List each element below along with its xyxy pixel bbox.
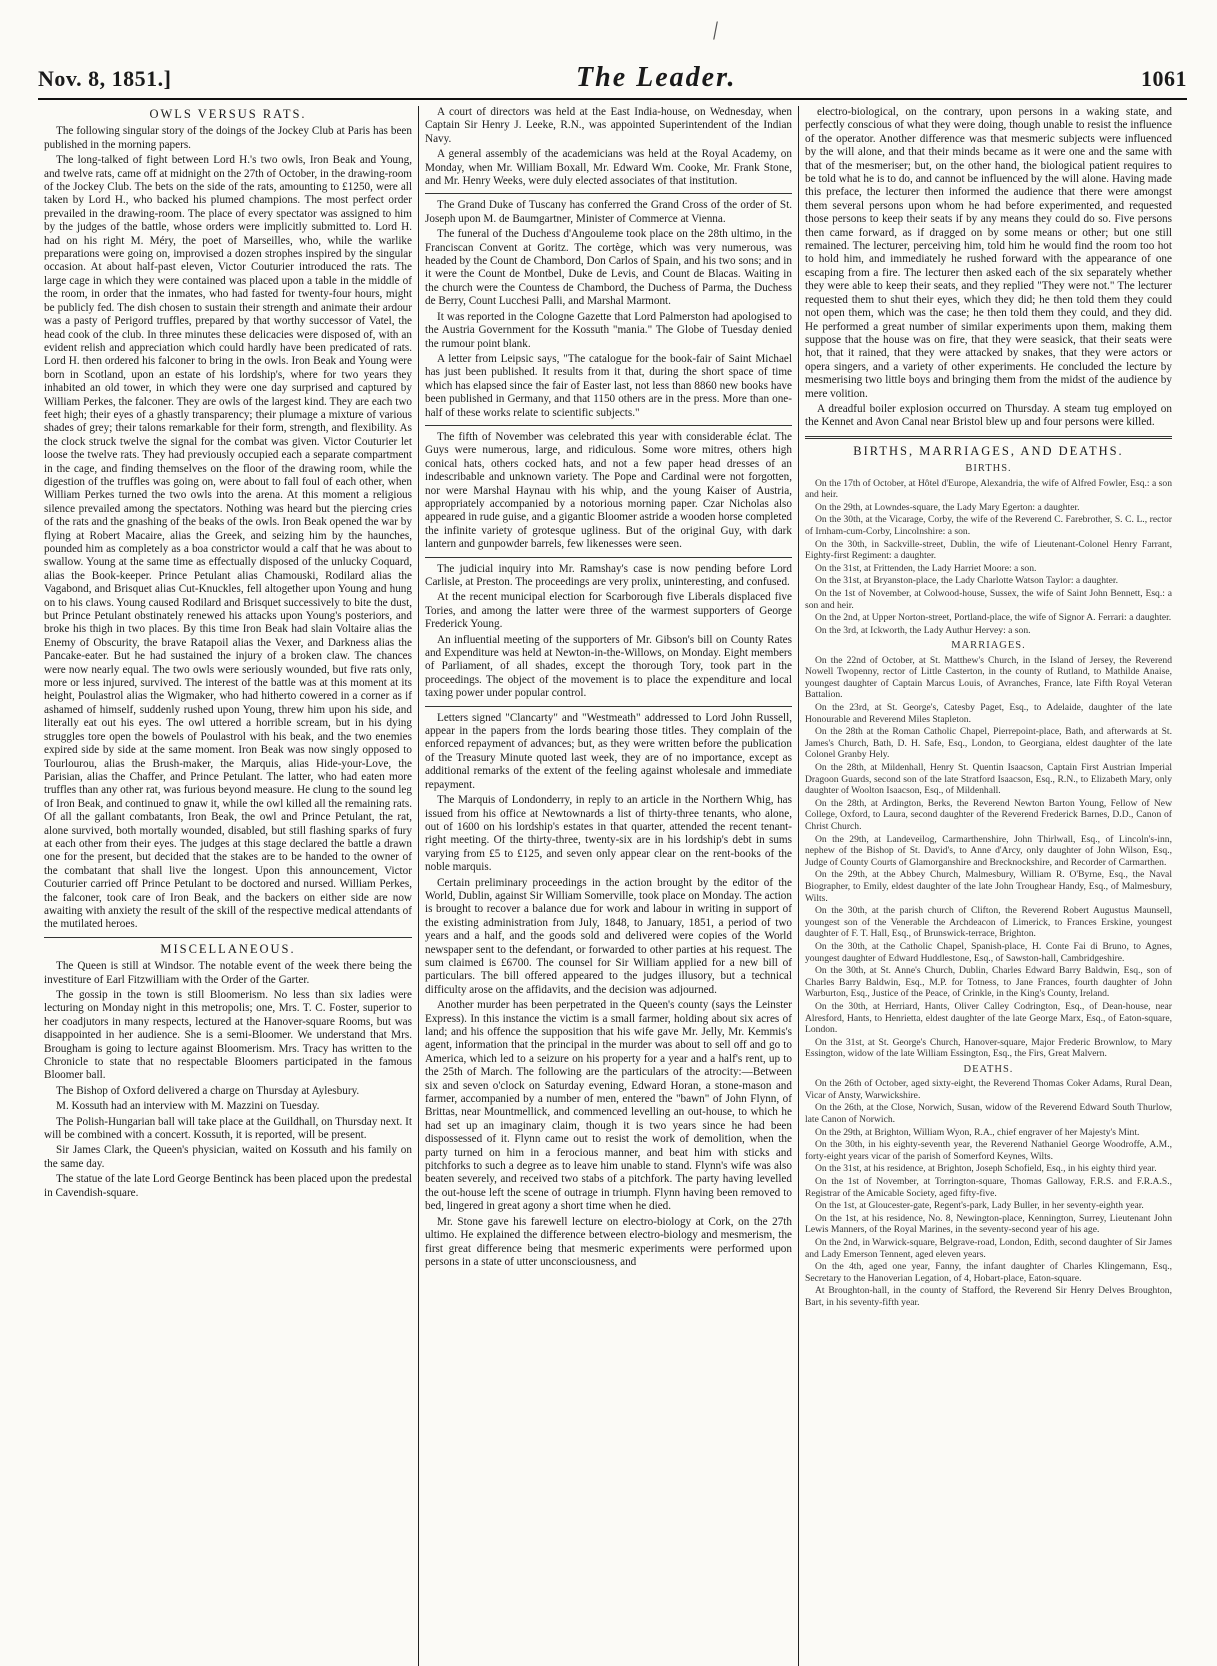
article-paragraph: The long-talked of fight between Lord H.'s two owls, Iron Beak and Young, and twelve rats, came off at midnight on the 27th of October, in the drawing-room of the Jockey Club. The bets on the side of the rats, amounting to £1250, were all taken by Lord H., who backed his plumed champions. The most perfect order prevailed in the drawing-room. The place of every spectator was assigned to him by the judges of the battle, whose orders were implicitly submitted to. Lord H. had on his right M. Méry, the poet of Marseilles, who, while the warlike preparations were going on, improvised a dozen strophes inspired by the singular occasion. At about half-past eleven, Victor Couturier introduced the rats. The large cage in which they were contained was placed upon a table in the middle of the room, in order that the inmates, who had fasted for twenty-four hours, might be publicly fed. The dish chosen to sustain their strength and animate their ardour was a pasty of Perigord truffles, prepared by that worthy successor of Vatel, the head cook of the club. In three minutes these delicacies were disposed of, with an evident relish and appreciation which could hardly have been predicated of rats. Lord H. then ordered his falconer to bring in the owls. Iron Beak and Young were born in Scotland, upon an estate of his lordship's, where for two years they inhabited an old tower, in which they were one day surprised and captured by William Perkes, the falconer. They are owls of the largest kind. They are each two feet high; their eyes of a ghastly transparency; their plumage a mixture of various shades of grey; their talons remarkable for their form, strength, and flexibility. As the clock struck twelve the signal for the combat was given. Victor Couturier let loose the twelve rats. They had previously occupied each a separate compartment in the cage, and finding themselves on the floor of the drawing room, while the digestion of the truffles was going on, were about to fall foul of each other, when William Perkes turned the two owls into the arena. At this moment a religious silence prevailed among the spectators. Nothing was heard but the piercing cries of the rats and the gnashing of the beaks of the owls. Iron Beak opened the war by flying at Robert Macaire, alias the Greek, and seizing him by the haunches, pounded him as completely as a boa constrictor would a calf that he was about to swallow. Young at the same time as effectually disposed of the unlucky Coquard, alias the Book-keeper. Prince Petulant alias Chamouski, Rodilard alias the Vagabond, and Brisquet alias Cut-Knuckles, fell altogether upon Young and hung on to his claws. Young caused Rodilard and Brisquet successively to bite the dust, but Prince Petulant obstinately renewed his attacks upon Young's posteriors, and broke his thigh in two places. By this time Iron Beak had slain Voltaire alias the Enemy of Obscurity, the brave Ratapoil alias the Vexer, and Darkness alias the Pancake-eater. But he had sustained the injury of a broken claw. The chances were now nearly equal. The two owls were seriously wounded, but five rats only, more or less injured, survived. The interest of the battle was at this moment at its height, Poulastrol alias the Wigmaker, who had hitherto cowered in a corner as if ashamed of himself, suddenly rushed upon Young, threw him upon his side, and literally eat out his eyes. The owl uttered a horrible scream, but in his dying struggles tore open the bowels of Poulastrol with his beak, and the two enemies expired side by side at the same moment. Iron Beak was now singly opposed to Tourlourou, alias the Brush-maker, the Marquis, alias Hide-your-Love, the Parisian, alias the Chaffer, and Prince Petulant. The latter, who had eaten more truffles than any other rat, was furious beyond measure. He clung to the sound leg of Iron Beak, and continued to gnaw it, while the owl killed all the remaining rats. Of all the gallant combatants, Iron Beak, the owl and Prince Petulant, the rat, alone survived, both mortally wounded, disabled, but still flashing sparks of fury at each other from their eyes. The judges at this stage declared the battle a drawn one for the present, but decided that the stakes are to be handed to the owner of the combatant that shall live the longest. Upon this announcement, Victor Couturier carried off Prince Petulant to be doctored and nursed. William Perkes, the falconer, took care of Iron Beak, and the backers on either side are now awaiting with anxiety the result of the skill of the respective medical attendants of the mutilated heroes. [44, 154, 412, 931]
article-paragraph: The Grand Duke of Tuscany has conferred the Grand Cross of the order of St. Joseph upon M. de Baumgartner, Minister of Commerce at Vienna. [425, 199, 792, 225]
bmd-heading: BIRTHS, MARRIAGES, AND DEATHS. [853, 443, 1124, 458]
birth-notice: On the 3rd, at Ickworth, the Lady Authur Hervey: a son. [815, 624, 1031, 636]
misc-heading: MISCELLANEOUS. [160, 941, 296, 956]
article-paragraph: A general assembly of the academicians was held at the Royal Academy, on Monday, when Mr. William Boxall, Mr. Edward Wm. Cooke, Mr. Frank Stone, and Mr. Henry Weeks, were duly elected associates of that institution. [425, 148, 792, 188]
birth-notice: On the 17th of October, at Hôtel d'Europe, Alexandria, the wife of Alfred Fowler, Esq.: a son and heir. [805, 477, 1172, 501]
columns [38, 106, 1187, 1666]
death-notice: On the 1st, at Gloucester-gate, Regent's-park, Lady Buller, in her seventy-eighth year. [815, 1200, 1144, 1212]
article-paragraph: A court of directors was held at the East India-house, on Wednesday, when Captain Sir Henry J. Leeke, R.N., was appointed Superintendent of the Indian Navy. [425, 106, 792, 145]
article-paragraph: electro-biological, on the contrary, upon persons in a waking state, and perfectly conscious of what they were doing, though unable to resist the influence of the operator. Another difference was that mesmeric subjects were influenced by the will alone, and that their minds became as it were one and the same with that of the mesmeriser; but, on the other hand, the biological patient requires to be told what he is to do, and cannot be influenced by the will alone. Having made this preface, the lecturer then informed the audience that there were amongst them several persons upon whom he had before experimented, and requested those persons to keep their seats if by any means they could do so. Five persons then came forward, as if dragged on by some means or other; but one still remained. The lecturer, perceiving him, told him he would find the room too hot to hold him, and immediately he rushed forward with the appearance of one escaping from a fire. The lecturer then asked each of the six separately whether they were able to keep their seats, and they replied "They were not." The lecturer requested them to shut their eyes, which they did; he then told them they could not open them, which was the case; he then told them they could, and they did. He performed a great number of similar experiments upon them, making them suppose that the house was on fire, that they were seasick, that their seats were hot, that it rained, that they were attacked by snakes, that they were actors or opera singers, and a variety of other experiments. He concluded the lecture by mesmerising two little boys and bringing them from the midst of the audience by mere volition. [805, 106, 1172, 400]
article-paragraph: Letters signed "Clancarty" and "Westmeath" addressed to Lord John Russell, appear in the papers from the lords bearing those titles. They complain of the enforced repayment of advances; but, as they were written before the publication of the Treasury Minute quoted last week, they are of no importance, except as additional remarks of the extent of the feeling against wholesale and immediate repayment. [425, 711, 792, 791]
marriage-notice: On the 28th at the Roman Catholic Chapel, Pierrepoint-place, Bath, and afterwards at St. James's Church, Bath, D. H. Safe, Esq., London, to Georgiana, eldest daughter of the late Colonel Granby Hely. [805, 726, 1172, 761]
article-paragraph: Sir James Clark, the Queen's physician, waited on Kossuth and his family on the same day. [44, 1144, 412, 1170]
column-1 [38, 106, 418, 1666]
notices [805, 462, 1172, 1308]
double-divider [805, 436, 1172, 439]
marriage-notice: On the 29th, at the Abbey Church, Malmesbury, William R. O'Byrne, Esq., the Naval Biographer, to Emily, eldest daughter of the late John Troughear Handy, Esq., of Malmesbury, Wilts. [805, 869, 1172, 904]
article-paragraph: The Queen is still at Windsor. The notable event of the week there being the investiture of Earl Fitzwilliam with the Order of the Garter. [44, 960, 412, 986]
marriage-notice: On the 31st, at St. George's Church, Hanover-square, Major Frederic Brownlow, to Mary Essington, widow of the late William Essington, Esq., the Firs, Great Malvern. [805, 1036, 1172, 1060]
birth-notice: On the 2nd, at Upper Norton-street, Portland-place, the wife of Signor A. Ferrari: a daughter. [815, 612, 1172, 624]
article-paragraph: The following singular story of the doings of the Jockey Club at Paris has been published in the morning papers. [44, 125, 412, 151]
birth-notice: On the 30th, at the Vicarage, Corby, the wife of the Reverend C. Farebrother, S. C. L., rector of Irnham-cum-Corby, Lincolnshire: a son. [805, 514, 1172, 537]
newspaper-title: The Leader. [576, 62, 737, 93]
article-paragraph: Certain preliminary proceedings in the action brought by the editor of the World, Dublin, against Sir William Somerville, took place on Monday. The action is brought to recover a balance due for work and labour in writing in support of the existing administration from July, 1848, to January, 1851, a period of two years and a half, and the goods sold and delivered were copies of the World newspaper sent to the defendant, or forwarded to other parties at his request. The sum claimed is £6700. The counsel for Sir William applied for a new bill of particulars. The bill offered appeared to the judges illusory, but a technical difficulty arose on the affidavits, and the decision was adjourned. [425, 876, 792, 996]
article-paragraph: The funeral of the Duchess d'Angouleme took place on the 28th ultimo, in the Franciscan Convent at Goritz. The cortège, which was very numerous, was headed by the Count de Chambord, Don Carlos of Spain, and his two sons; and in it were the Count de Montbel, Duke de Levis, and Count de Blacas. Waiting in the church were the Countess de Chambord, the Duchess of Parma, the Duchess de Berry, Count Lucchesi Palli, and Marshal Marmont. [425, 228, 792, 308]
death-notice: On the 31st, at his residence, at Brighton, Joseph Schofield, Esq., in his eighty third year. [815, 1163, 1157, 1175]
marriage-notice: On the 23rd, at St. George's, Catesby Paget, Esq., to Adelaide, daughter of the late Honourable and Reverend Miles Stapleton. [805, 702, 1172, 725]
issue-date: Nov. 8, 1851.] [38, 66, 172, 91]
article-paragraph: A letter from Leipsic says, "The catalogue for the book-fair of Saint Michael has just been published. It results from it that, during the short space of time which has elapsed since the fair of Easter last, not less than 8860 new books have been published in Germany, and that 1150 others are in the press. More than one-half of these works relate to scientific subjects." [425, 352, 792, 419]
article-paragraph: M. Kossuth had an interview with M. Mazzini on Tuesday. [56, 1100, 320, 1113]
death-notice: On the 1st, at his residence, No. 8, Newington-place, Kennington, Surrey, Lieutenant John Lewis Manners, of the Royal Marines, in the seventy-second year of his age. [805, 1212, 1172, 1236]
divider [425, 706, 792, 707]
divider [425, 557, 792, 558]
divider [425, 193, 792, 194]
death-notice: On the 26th of October, aged sixty-eight, the Reverend Thomas Coker Adams, Rural Dean, Vicar of Ansty, Warwickshire. [805, 1078, 1172, 1101]
column-2 [418, 106, 798, 1666]
birth-notice: On the 30th, in Sackville-street, Dublin, the wife of Lieutenant-Colonel Henry Farrant, Eighty-first Regiment: a daughter. [805, 538, 1172, 562]
article-paragraph: Mr. Stone gave his farewell lecture on electro-biology at Cork, on the 27th ultimo. He explained the difference between electro-biology and mesmerism, the first great difference being that mesmeric experiments were performed upon persons in a state of utter unconsciousness, and [425, 1215, 792, 1268]
article-paragraph: The gossip in the town is still Bloomerism. No less than six ladies were lecturing on Monday night in this metropolis; one, Mrs. T. C. Foster, superior to her coadjutors in many respects, lectured at the Hanover-square Rooms, but was disappointed in her audience. She is a semi-Bloomer. We understand that Mrs. Brougham is going to lecture against Bloomerism. Mrs. Tracy has written to the Chronicle to state that no respectable Bloomers participated in the famous Bloomer ball. [44, 989, 412, 1082]
marriage-notice: On the 30th, at Herriard, Hants, Oliver Calley Codrington, Esq., of Dean-house, near Alresford, Hants, to Henrietta, eldest daughter of the late George Marx, Esq., of Eaton-square, London. [805, 1000, 1172, 1036]
birth-notice: On the 1st of November, at Colwood-house, Sussex, the wife of Saint John Bennett, Esq.: a son and heir. [805, 587, 1172, 611]
article-paragraph: A dreadful boiler explosion occurred on Thursday. A steam tug employed on the Kennet and Avon Canal near Bristol blew up and four persons were killed. [805, 402, 1172, 429]
marriages-heading: MARRIAGES. [951, 640, 1026, 652]
marriage-notice: On the 28th, at Mildenhall, Henry St. Quentin Isaacson, Captain First Austrian Imperial Dragoon Guards, second son of the late Stratford Isaacson, Esq., R.N., to Elizabeth Mary, only daughter of Woolton Isaacson, Esq., of Mildenhall. [805, 762, 1172, 797]
birth-notice: On the 31st, at Bryanston-place, the Lady Charlotte Watson Taylor: a daughter. [815, 575, 1118, 587]
article-paragraph: The fifth of November was celebrated this year with considerable éclat. The Guys were numerous, large, and ridiculous. Some wore mitres, others high conical hats, others cocked hats, and not a few paper head dresses of an indescribable and unknown variety. The Pope and Cardinal were not forgotten, nor were Marshal Haynau with his whip, and the young Kaiser of Austria, appropriately accompanied by a notorious morning paper. Czar Nicholas also appeared in rude guise, and a gigantic Bloomer astride a wooden horse completed the infinite variety of grotesque ugliness. But of the original Guy, with dark lantern and gunpowder barrels, few likenesses were seen. [425, 430, 792, 551]
deaths-heading: DEATHS. [963, 1063, 1014, 1075]
birth-notice: On the 31st, at Frittenden, the Lady Harriet Moore: a son. [815, 562, 1037, 574]
death-notice: At Broughton-hall, in the county of Stafford, the Reverend Sir Henry Delves Broughton, Bart, in his seventy-fifth year. [805, 1285, 1172, 1308]
death-notice: On the 2nd, in Warwick-square, Belgrave-road, London, Edith, second daughter of Sir James and Lady Emerson Tennent, aged eleven years. [805, 1237, 1172, 1260]
article-paragraph: The Polish-Hungarian ball will take place at the Guildhall, on Thursday next. It will be combined with a concert. Kossuth, it is reported, will be present. [44, 1115, 412, 1142]
article-paragraph: Another murder has been perpetrated in the Queen's county (says the Leinster Express). In this instance the victim is a small farmer, holding about six acres of land; and his offence the supposition that his wife gave Mr. Jelly, Mr. Kemmis's agent, information that the principal in the murder was about to sell off and go to America, which led to a seizure on his property for a year and a half's rent, up to the 25th of March. The following are the particulars of the atrocity:—Between six and seven o'clock on Saturday evening, Edward Horan, a stone-mason and farmer, accompanied by a number of men, entered the "bawn" of John Flynn, of Brittas, near Mountmellick, and commenced levelling an out-house, to which he had set up an imaginary claim, though it is two years since he had been dispossessed of it. Flynn came out to resist the work of demolition, when the party turned on him in a ferocious manner, and beat him with sticks and pitchforks to such a degree as to leave him unable to stand. Flynn's wife was also beaten severely, and received two stabs of a pitchfork. The party having levelled the out-house left the scene of outrage in triumph. Flynn having been removed to bed, lingered in great agony a short time when he died. [425, 999, 792, 1213]
death-notice: On the 1st of November, at Torrington-square, Thomas Galloway, F.R.S. and F.R.A.S., Registrar of the Amicable Society, aged fifty-five. [805, 1176, 1172, 1199]
article-paragraph: At the recent municipal election for Scarborough five Liberals displaced five Tories, and among the latter were three of the warmest supporters of George Frederick Young. [425, 591, 792, 631]
column-3 [798, 106, 1178, 1666]
divider [44, 937, 412, 938]
page-number: 1061 [1140, 66, 1187, 91]
article-paragraph: It was reported in the Cologne Gazette that Lord Palmerston had apologised to the Austria Government for the Kossuth "mania." The Globe of Tuesday denied the rumour point blank. [425, 310, 792, 350]
birth-notice: On the 29th, at Lowndes-square, the Lady Mary Egerton: a daughter. [815, 501, 1080, 513]
article-paragraph: The Marquis of Londonderry, in reply to an article in the Northern Whig, has issued from his office at Newtownards a list of thirty-three tenants, who alone, out of 1600 on his lordship's estates in that quarter, attended the recent tenant-right meeting. Of the thirty-three, twenty-six are in his lordship's debt in sums varying from £5 to £125, and seven only appear clear on the rent-books of the noble marquis. [425, 794, 792, 874]
article-paragraph: The judicial inquiry into Mr. Ramshay's case is now pending before Lord Carlisle, at Preston. The proceedings are very prolix, uninteresting, and confused. [425, 562, 792, 588]
marriage-notice: On the 29th, at Landeveilog, Carmarthenshire, John Thirlwall, Esq., of Lincoln's-inn, nephew of the Bishop of St. David's, to Anne d'Arcy, only daughter of John Wilson, Esq., Judge of County Courts of Glamorganshire and Brecknockshire, and Recorder of Carmarthen. [805, 833, 1172, 868]
article-paragraph: The statue of the late Lord George Bentinck has been placed upon the predestal in Cavendish-square. [44, 1173, 412, 1199]
death-notice: On the 26th, at the Close, Norwich, Susan, widow of the Reverend Edward South Thurlow, late Canon of Norwich. [805, 1102, 1172, 1126]
death-notice: On the 30th, in his eighty-seventh year, the Reverend Nathaniel George Woodroffe, A.M., forty-eight years vicar of the parish of Somerford Keynes, Wilts. [805, 1139, 1172, 1162]
marriage-notice: On the 22nd of October, at St. Matthew's Church, in the Island of Jersey, the Reverend Nowell Twopenny, rector of Little Casterton, in the county of Rutland, to Mathilde Anaise, youngest daughter of Captain Marcus Louis, of Avranches, France, late Fifth Royal Veteran Battalion. [805, 654, 1172, 701]
article-paragraph: An influential meeting of the supporters of Mr. Gibson's bill on County Rates and Expenditure was held at Newton-in-the-Willows, on Monday. Eight members of Parliament, of all shades, except the thorough Tory, took part in the proceedings. The object of the movement is to place the expenditure and local taxing power under popular control. [425, 633, 792, 700]
divider [425, 425, 792, 426]
pencil-mark: / [709, 15, 722, 46]
article-paragraph: The Bishop of Oxford delivered a charge on Thursday at Aylesbury. [56, 1084, 360, 1097]
owls-heading: OWLS VERSUS RATS. [149, 107, 307, 121]
marriage-notice: On the 30th, at the parish church of Clifton, the Reverend Robert Augustus Maunsell, youngest son of the Venerable the Archdeacon of Limerick, to Frances Erskine, youngest daughter of F. T. Hall, Esq., of Brunswick-terrace, Brighton. [805, 905, 1172, 940]
death-notice: On the 4th, aged one year, Fanny, the infant daughter of Charles Klingemann, Esq., Secretary to the Hanoverian Legation, of 4, Hobart-place, Eaton-square. [805, 1261, 1172, 1284]
births-heading: BIRTHS. [965, 463, 1012, 475]
marriage-notice: On the 30th, at St. Anne's Church, Dublin, Charles Edward Barry Baldwin, Esq., son of Charles Barry Baldwin, Esq., M.P. for Totness, to Jane Frances, fourth daughter of John Warburton, Esq., Justice of the Peace, of Crinkle, in the King's County, Ireland. [805, 965, 1172, 1000]
marriage-notice: On the 30th, at the Catholic Chapel, Spanish-place, H. Conte Fai di Bruno, to Agnes, youngest daughter of Edward Huddlestone, Esq., of Sawston-hall, Cambridgeshire. [805, 940, 1172, 964]
death-notice: On the 29th, at Brighton, William Wyon, R.A., chief engraver of her Majesty's Mint. [815, 1126, 1140, 1138]
masthead [38, 62, 1187, 100]
marriage-notice: On the 28th, at Ardington, Berks, the Reverend Newton Barton Young, Fellow of New College, Oxford, to Laura, second daughter of the Reverend Frederick Barnes, D.D., Canon of Christ Church. [805, 797, 1172, 832]
